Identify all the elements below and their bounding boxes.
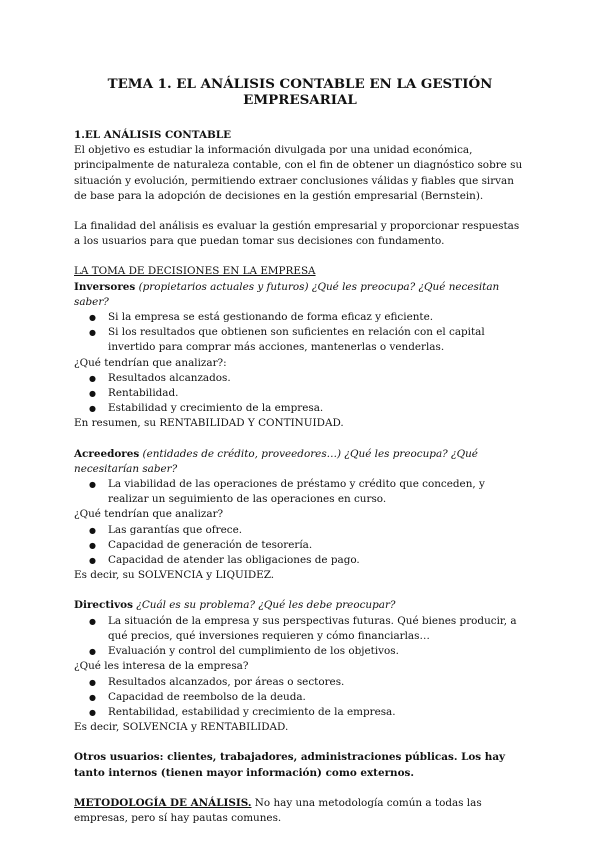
- list-item: ● Si los resultados que obtienen son suficientes en relación con el capital invertido para comprar más acciones, mantenerlas o venderlas.: [74, 325, 526, 355]
- creditors-analyze-question: ¿Qué tendrían que analizar?: [74, 508, 224, 521]
- list-item: ● Evaluación y control del cumplimiento de los objetivos.: [74, 644, 526, 659]
- directors-label: Directivos: [74, 599, 133, 612]
- list-item: ● Las garantías que ofrece.: [74, 523, 526, 538]
- directors-header: [74, 598, 526, 613]
- creditors-concerns: [74, 477, 526, 507]
- section-heading: 1.EL ANÁLISIS CONTABLE: [74, 129, 232, 141]
- directors-analyze-question: ¿Qué les interesa de la empresa?: [74, 660, 249, 673]
- list-item: ● Si la empresa se está gestionando de forma eficaz y eficiente.: [74, 310, 526, 325]
- list-item: ● Resultados alcanzados.: [74, 371, 526, 386]
- investors-question: ¿Qué les preocupa? ¿Qué necesitan saber?: [74, 280, 500, 308]
- investors-summary: En resumen, su RENTABILIDAD Y CONTINUIDAD.: [74, 417, 344, 430]
- creditors-header: [74, 447, 526, 477]
- methodology-paragraph: [74, 796, 526, 826]
- creditors-analyze-list: [74, 523, 526, 569]
- investors-header: [74, 280, 526, 310]
- list-item: ● La situación de la empresa y sus perspectivas futuras. Qué bienes producir, a qué precios, qué inversiones requieren y cómo financiarlas…: [74, 614, 526, 644]
- document-title: TEMA 1. EL ANÁLISIS CONTABLE EN LA GESTIÓN EMPRESARIAL: [107, 76, 493, 108]
- investors-detail: (propietarios actuales y futuros): [138, 280, 309, 293]
- directors-analyze-list: [74, 675, 526, 721]
- creditors-detail: (entidades de crédito, proveedores…): [142, 447, 342, 460]
- methodology-text: No hay una metodología común a todas las empresas, pero sí hay pautas comunes.: [74, 796, 482, 824]
- objective-paragraph: El objetivo es estudiar la información divulgada por una unidad económica, principalmente de naturaleza contable, con el fin de obtener un diagnóstico sobre su situación y evolución, permitiendo extraer conclusiones válidas y fiables que sirvan de base para la adopción de decisiones en la gestión empresarial (Bernstein).: [74, 144, 523, 202]
- decisions-heading: LA TOMA DE DECISIONES EN LA EMPRESA: [74, 265, 316, 278]
- list-item: ● Capacidad de reembolso de la deuda.: [74, 690, 526, 705]
- list-item: ● Resultados alcanzados, por áreas o sectores.: [74, 675, 526, 690]
- list-item: ● Estabilidad y crecimiento de la empresa.: [74, 401, 526, 416]
- directors-summary: Es decir, SOLVENCIA y RENTABILIDAD.: [74, 721, 289, 734]
- investors-concerns: [74, 310, 526, 356]
- directors-question: ¿Cuál es su problema? ¿Qué les debe preocupar?: [136, 599, 396, 612]
- list-item: ● Capacidad de generación de tesorería.: [74, 538, 526, 553]
- methodology-heading: METODOLOGÍA DE ANÁLISIS.: [74, 796, 252, 809]
- creditors-summary: Es decir, su SOLVENCIA y LIQUIDEZ.: [74, 569, 275, 582]
- creditors-question: ¿Qué les preocupa? ¿Qué necesitarían saber?: [74, 447, 478, 475]
- list-item: ● La viabilidad de las operaciones de préstamo y crédito que conceden, y realizar un seguimiento de las operaciones en curso.: [74, 477, 526, 507]
- list-item: ● Rentabilidad.: [74, 386, 526, 401]
- other-users-paragraph: Otros usuarios: clientes, trabajadores, administraciones públicas. Los hay tanto internos (tienen mayor información) como externos.: [74, 751, 506, 779]
- list-item: ● Rentabilidad, estabilidad y crecimiento de la empresa.: [74, 705, 526, 720]
- investors-analyze-list: [74, 371, 526, 417]
- directors-concerns: [74, 614, 526, 660]
- investors-label: Inversores: [74, 280, 136, 293]
- purpose-paragraph: La finalidad del análisis es evaluar la gestión empresarial y proporcionar respuestas a los usuarios para que puedan tomar sus decisiones con fundamento.: [74, 220, 520, 248]
- investors-analyze-question: ¿Qué tendrían que analizar?:: [74, 356, 227, 369]
- list-item: ● Capacidad de atender las obligaciones de pago.: [74, 553, 526, 568]
- creditors-label: Acreedores: [74, 447, 140, 460]
